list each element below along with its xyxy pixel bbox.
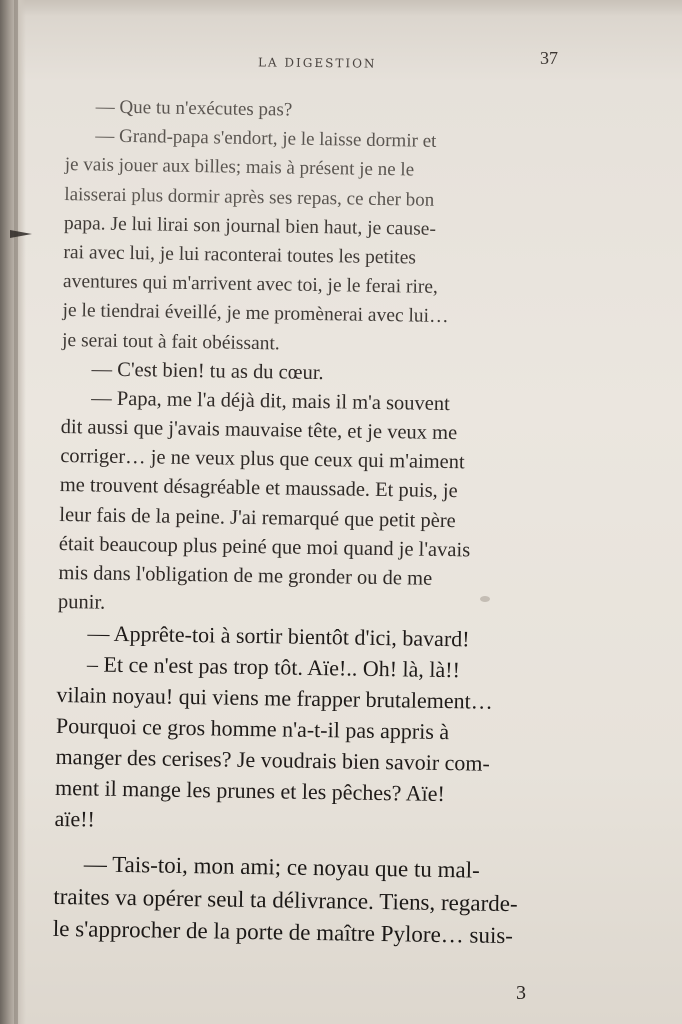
page-top-edge (0, 0, 682, 16)
text-line: – Et ce n'est pas trop tôt. Aïe!.. Oh! là, là!! (86, 651, 461, 683)
text-line: — Apprête-toi à sortir bientôt d'ici, bavard! (87, 620, 470, 652)
text-line: leur fais de la peine. J'ai remarqué que petit père (59, 503, 456, 532)
text-line: aventures qui m'arrivent avec toi, je le ferai rire, (62, 271, 439, 298)
text-line: manger des cerises? Je voudrais bien savoir com- (55, 744, 491, 777)
body-text (53, 92, 586, 954)
text-line: dit aussi que j'avais mauvaise tête, et je veux me (60, 416, 458, 445)
text-line: me trouvent désagréable et maussade. Et puis, je (59, 474, 458, 503)
text-line: traites va opérer seul ta délivrance. Tiens, regarde- (53, 883, 518, 917)
signature-mark: 3 (516, 982, 526, 1004)
text-line: corriger… je ne veux plus que ceux qui m'aiment (60, 445, 465, 474)
text-line: — C'est bien! tu as du cœur. (91, 358, 324, 384)
text-line: punir. (57, 591, 106, 614)
book-gutter (0, 0, 26, 1024)
text-line: — Grand-papa s'endort, je le laisse dormir et (95, 125, 437, 153)
text-line: rai avec lui, je lui raconterai toutes les petites (63, 241, 417, 269)
text-line: — Papa, me l'a déjà dit, mais il m'a souvent (91, 387, 450, 415)
text-line: — Tais-toi, mon ami; ce noyau que tu mal- (83, 851, 480, 883)
text-line: ment il mange les prunes et les pêches? Aïe! (54, 775, 445, 807)
text-line: était beaucoup plus peiné que moi quand je l'avais (58, 532, 471, 562)
text-line: vilain noyau! qui viens me frapper brutalement… (56, 682, 493, 715)
binding-edge (14, 0, 18, 1024)
text-line: le s'approcher de la porte de maître Pylore… suis- (52, 916, 514, 949)
text-line: mis dans l'obligation de me gronder ou de me (58, 561, 433, 590)
text-line: aïe!! (54, 806, 96, 832)
text-line: papa. Je lui lirai son journal bien haut, je cause- (63, 212, 437, 240)
text-line: je vais jouer aux billes; mais à présent je ne le (64, 154, 415, 181)
text-line: laisserai plus dormir après ses repas, ce cher bon (64, 183, 435, 211)
text-line: Pourquoi ce gros homme n'a-t-il pas appris à (55, 713, 450, 745)
text-line: — Que tu n'exécutes pas? (95, 96, 293, 121)
text-line: je le tiendrai éveillé, je me promènerai avec lui… (62, 300, 449, 328)
text-line: je serai tout à fait obéissant. (61, 329, 280, 354)
running-title: LA DIGESTION (257, 55, 377, 71)
page-number: 37 (540, 48, 558, 68)
